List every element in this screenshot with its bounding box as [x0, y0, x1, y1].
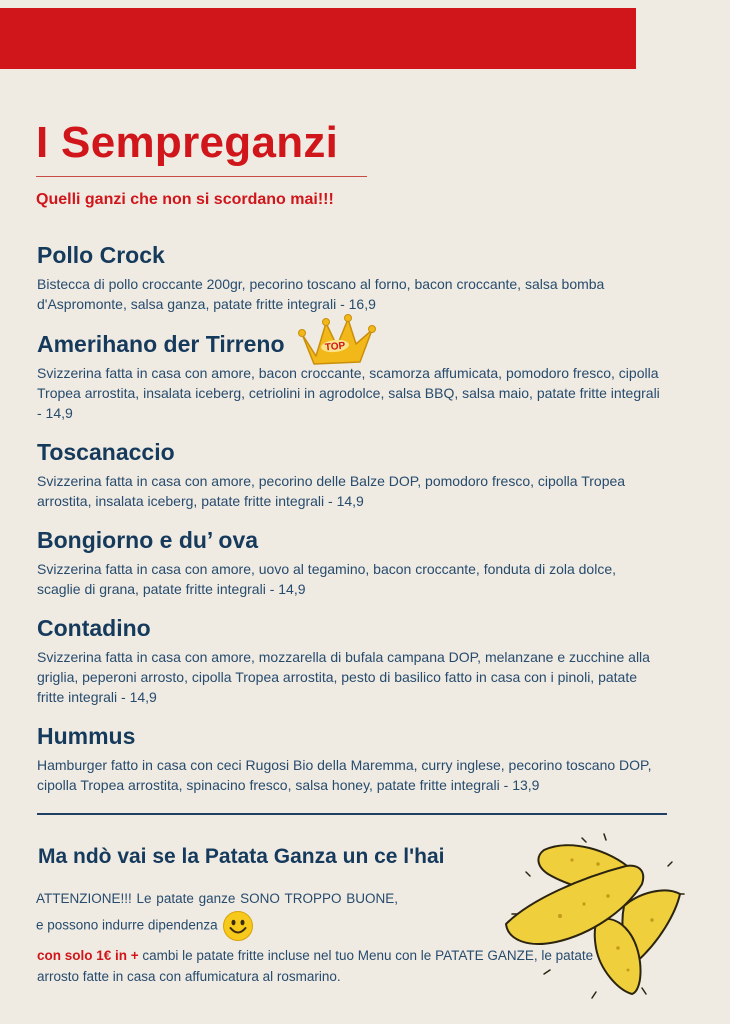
dish-description: Svizzerina fatta in casa con amore, mozzarella di bufala campana DOP, melanzane e zucchine alla griglia, peperoni arrosto, cipolla Tropea arrostita, pesto di basilico fatto in casa con i pinoli, patate fritte integrali - 14,9 [37, 649, 650, 705]
page-subtitle: Quelli ganzi che non si scordano mai!!! [36, 191, 334, 208]
dish-name: Pollo Crock [37, 242, 165, 268]
dish-name: Hummus [37, 723, 136, 749]
promo-warning [36, 888, 398, 942]
menu-item-bongiorno-e-du-ova [37, 525, 662, 599]
potato-wedges-icon [500, 830, 690, 1000]
title-divider [36, 176, 367, 177]
dish-name: Toscanaccio [37, 439, 175, 465]
dish-name: Amerihano der Tirreno [37, 331, 285, 357]
dish-description: Svizzerina fatta in casa con amore, bacon croccante, scamorza affumicata, pomodoro fresco, cipolla Tropea arrostita, insalata iceberg, cetriolini in agrodolce, salsa BBQ, salsa maio, patate fritte integrali - 14,9 [37, 365, 660, 421]
crown-badge-label: TOP [324, 340, 346, 354]
promo-warning-text: ATTENZIONE!!! Le patate ganze SONO TROPPO BUONE, e possono indurre dipendenza [36, 891, 398, 933]
dish-name: Contadino [37, 615, 151, 641]
promo-title: Ma ndò vai se la Patata Ganza un ce l'hai [38, 845, 445, 868]
dish-description: Bistecca di pollo croccante 200gr, pecorino toscano al forno, bacon croccante, salsa bomba d'Aspromonte, salsa ganza, patate fritte integrali - 16,9 [37, 276, 605, 312]
section-divider [37, 813, 667, 815]
crown-top-icon [296, 314, 378, 370]
dish-description: Hamburger fatto in casa con ceci Rugosi Bio della Maremma, curry inglese, pecorino toscano DOP, cipolla Tropea arrostita, spinacino fresco, salsa honey, patate fritte integrali - 13,9 [37, 757, 652, 793]
menu-item-pollo-crock [37, 240, 662, 314]
smiley-icon [222, 910, 254, 942]
page-title: I Sempreganzi [36, 118, 339, 167]
promo-offer-text: cambi le patate fritte incluse nel tuo Menu con le PATATE GANZE, le patate arrosto fatte in casa con affumicatura al rosmarino. [37, 948, 594, 984]
promo-offer-highlight: con solo 1€ in + [37, 948, 139, 963]
top-banner [0, 8, 636, 69]
dish-description: Svizzerina fatta in casa con amore, uovo al tegamino, bacon croccante, fonduta di zola dolce, scaglie di grana, patate fritte integrali - 14,9 [37, 561, 617, 597]
dish-description: Svizzerina fatta in casa con amore, pecorino delle Balze DOP, pomodoro fresco, cipolla Tropea arrostita, insalata iceberg, patate fritte integrali - 14,9 [37, 473, 626, 509]
menu-item-toscanaccio [37, 437, 662, 511]
menu-item-contadino [37, 613, 662, 707]
menu-item-hummus [37, 721, 662, 795]
dish-name: Bongiorno e du’ ova [37, 527, 259, 553]
